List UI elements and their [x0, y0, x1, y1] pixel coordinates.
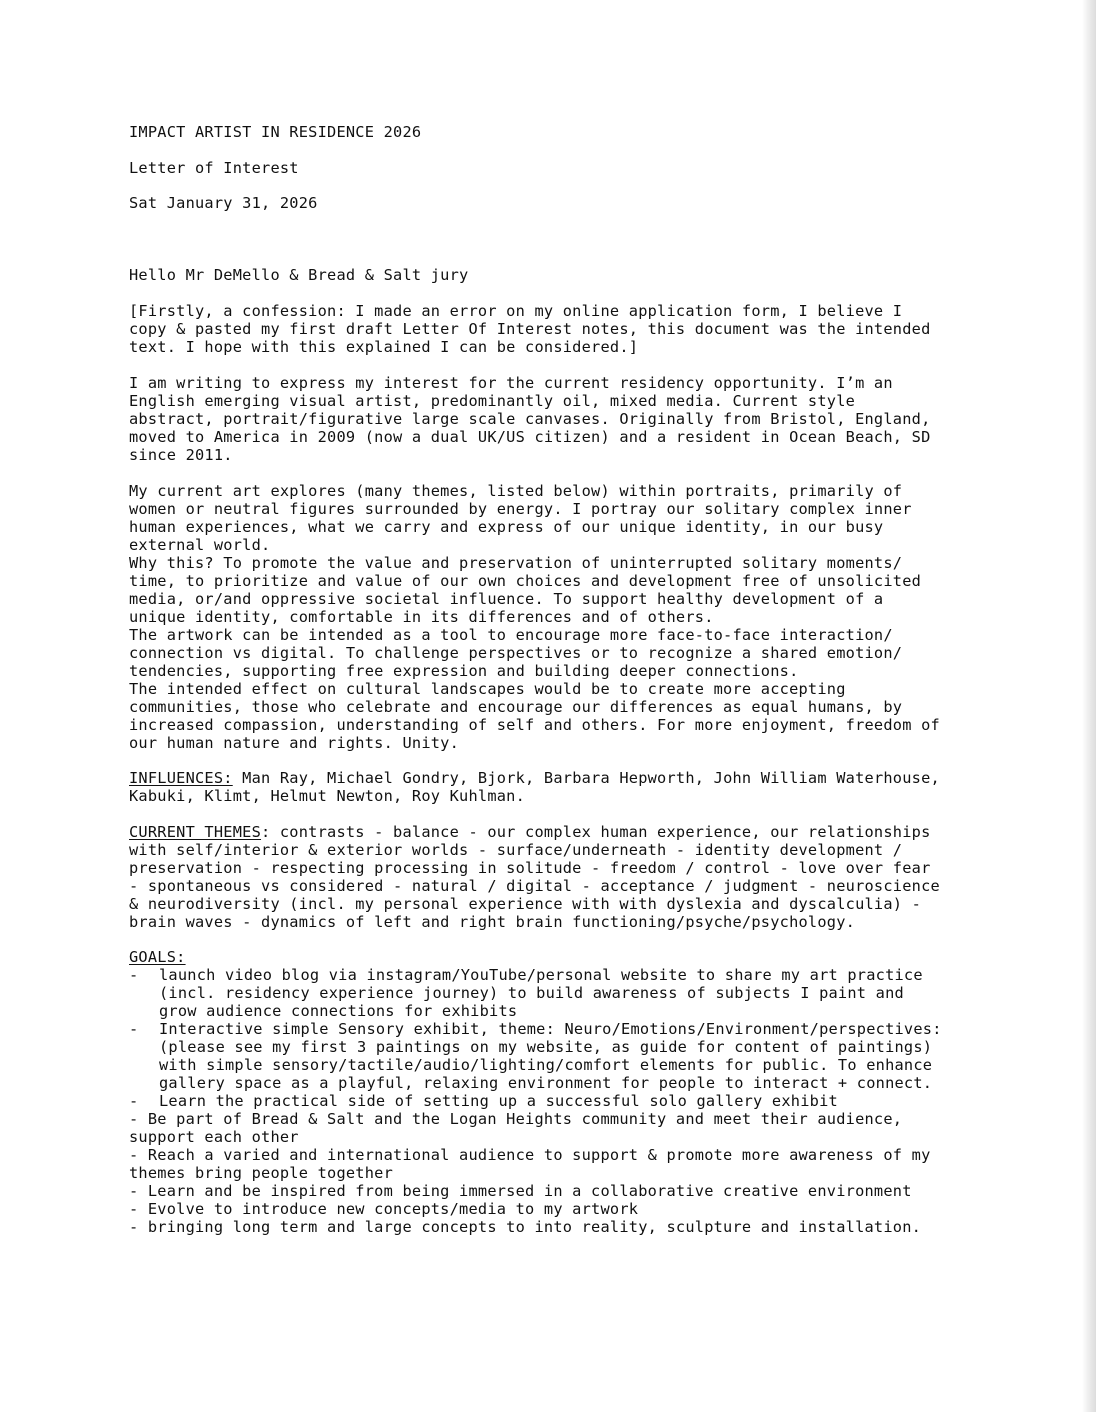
goal-item: - Be part of Bread & Salt and the Logan Heights community and meet their audience,	[129, 1110, 903, 1128]
goal-item: - Learn and be inspired from being immersed in a collaborative creative environment	[129, 1182, 912, 1200]
paragraph-line: abstract, portrait/figurative large scale canvases. Originally from Bristol, England,	[129, 410, 931, 428]
document-subtitle: Letter of Interest	[129, 159, 299, 177]
paragraph-line: external world.	[129, 536, 271, 554]
themes-text: : contrasts - balance - our complex human experience, our relationships	[261, 823, 931, 841]
paragraph-line: tendencies, supporting free expression and building deeper connections.	[129, 662, 799, 680]
goal-bullet	[129, 1092, 969, 1110]
paragraph-line: women or neutral figures surrounded by energy. I portray our solitary complex inner	[129, 500, 912, 518]
letter-document	[129, 123, 969, 1236]
paragraph-line: The artwork can be intended as a tool to encourage more face-to-face interaction/	[129, 626, 893, 644]
paragraph-line: unique identity, comfortable in its differences and of others.	[129, 608, 714, 626]
intro-paragraph	[129, 374, 969, 464]
paragraph-line: brain waves - dynamics of left and right brain functioning/psyche/psychology.	[129, 913, 856, 931]
document-date: Sat January 31, 2026	[129, 194, 318, 212]
goals-label: GOALS:	[129, 948, 186, 966]
paragraph-line: with self/interior & exterior worlds - surface/underneath - identity development /	[129, 841, 903, 859]
body-paragraph	[129, 482, 969, 752]
themes-section	[129, 823, 969, 931]
goal-item: - Reach a varied and international audience to support & promote more awareness of my	[129, 1146, 931, 1164]
paragraph-line: text. I hope with this explained I can be considered.]	[129, 338, 639, 356]
paragraph-line: communities, those who celebrate and encourage our differences as equal humans, by	[129, 698, 903, 716]
bullet-line: (please see my first 3 paintings on my website, as guide for content of paintings)	[159, 1038, 933, 1056]
paragraph-line: English emerging visual artist, predominantly oil, mixed media. Current style	[129, 392, 856, 410]
bullet-dash: -	[129, 966, 139, 984]
bullet-line: grow audience connections for exhibits	[159, 1002, 518, 1020]
paragraph-line: increased compassion, understanding of self and others. For more enjoyment, freedom of	[129, 716, 940, 734]
paragraph-line: time, to prioritize and value of our own choices and development free of unsolicited	[129, 572, 922, 590]
bullet-line: gallery space as a playful, relaxing environment for people to interact + connect.	[159, 1074, 933, 1092]
paragraph-line: My current art explores (many themes, listed below) within portraits, primarily of	[129, 482, 903, 500]
bullet-line: launch video blog via instagram/YouTube/personal website to share my art practice	[159, 966, 923, 984]
confession-paragraph	[129, 302, 969, 356]
paragraph-line: since 2011.	[129, 446, 233, 464]
goal-bullet	[129, 1020, 969, 1092]
goal-item: - bringing long term and large concepts to into reality, sculpture and installation.	[129, 1218, 922, 1236]
page-edge-shadow	[1082, 0, 1096, 1412]
paragraph-line: [Firstly, a confession: I made an error on my online application form, I believe I	[129, 302, 903, 320]
paragraph-line: moved to America in 2009 (now a dual UK/US citizen) and a resident in Ocean Beach, SD	[129, 428, 931, 446]
paragraph-line: connection vs digital. To challenge perspectives or to recognize a shared emotion/	[129, 644, 903, 662]
paragraph-line: copy & pasted my first draft Letter Of Interest notes, this document was the intended	[129, 320, 931, 338]
paragraph-line: Why this? To promote the value and preservation of uninterrupted solitary moments/	[129, 554, 903, 572]
document-title: IMPACT ARTIST IN RESIDENCE 2026	[129, 123, 422, 141]
paragraph-line: The intended effect on cultural landscapes would be to create more accepting	[129, 680, 846, 698]
influences-line	[129, 769, 969, 787]
paragraph-line: media, or/and oppressive societal influence. To support healthy development of a	[129, 590, 884, 608]
paragraph-line: preservation - respecting processing in solitude - freedom / control - love over fear	[129, 859, 931, 877]
goals-section	[129, 948, 969, 1236]
bullet-dash: -	[129, 1092, 139, 1110]
goal-item: - Evolve to introduce new concepts/media to my artwork	[129, 1200, 639, 1218]
goal-bullet	[129, 966, 969, 1020]
paragraph-line: - spontaneous vs considered - natural / digital - acceptance / judgment - neuroscience	[129, 877, 940, 895]
goal-item: themes bring people together	[129, 1164, 394, 1182]
bullet-line: Learn the practical side of setting up a successful solo gallery exhibit	[159, 1092, 838, 1110]
bullet-dash: -	[129, 1020, 139, 1038]
bullet-line: (incl. residency experience journey) to build awareness of subjects I paint and	[159, 984, 904, 1002]
paragraph-line: & neurodiversity (incl. my personal experience with with dyslexia and dyscalculia) -	[129, 895, 922, 913]
paragraph-line: our human nature and rights. Unity.	[129, 734, 460, 752]
themes-label: CURRENT THEMES	[129, 823, 262, 841]
influences-label: INFLUENCES:	[129, 769, 233, 787]
goal-item: support each other	[129, 1128, 299, 1146]
goals-heading	[129, 948, 969, 966]
paragraph-line: Kabuki, Klimt, Helmut Newton, Roy Kuhlman.	[129, 787, 526, 805]
themes-line	[129, 823, 969, 841]
influences-section	[129, 769, 969, 805]
bullet-line: Interactive simple Sensory exhibit, theme: Neuro/Emotions/Environment/perspectives:	[159, 1020, 942, 1038]
paragraph-line: I am writing to express my interest for the current residency opportunity. I’m an	[129, 374, 893, 392]
bullet-line: with simple sensory/tactile/audio/lighting/comfort elements for public. To enhance	[159, 1056, 933, 1074]
salutation: Hello Mr DeMello & Bread & Salt jury	[129, 266, 469, 284]
influences-text: Man Ray, Michael Gondry, Bjork, Barbara Hepworth, John William Waterhouse,	[232, 769, 940, 787]
paragraph-line: human experiences, what we carry and express of our unique identity, in our busy	[129, 518, 884, 536]
